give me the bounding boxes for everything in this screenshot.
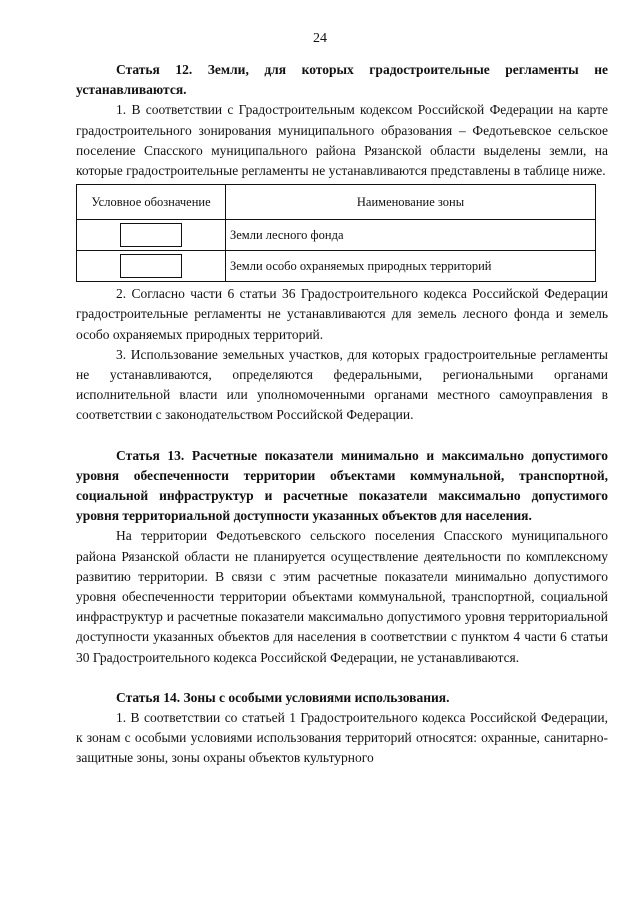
zone-name-cell: Земли особо охраняемых природных территорий xyxy=(226,251,596,282)
article-12-paragraph-3: 3. Использование земельных участков, для которых градостроительные регламенты не устанавливаются, определяются федеральными, региональными органами исполнительной власти или уполномоченными органами местного самоуправления в соответствии с законодательством Российской Федерации. xyxy=(76,346,608,423)
article-14-paragraph-1: 1. В соответствии со статьей 1 Градостроительного кодекса Российской Федерации, к зонам с особыми условиями использования территорий относятся: охранные, санитарно-защитные зоны, зоны охраны объектов культурного xyxy=(76,710,608,766)
article-12-paragraph-1: 1. В соответствии с Градостроительным кодексом Российской Федерации на карте градостроительного зонирования муниципального образования – Федотьевское сельское поселение Спасского муниципального района Рязанской области выделены земли, на которые градостроительные регламенты не устанавливаются представлены в таблице ниже. xyxy=(76,102,608,179)
table-row xyxy=(77,220,596,251)
article-14-heading: Статья 14. Зоны с особыми условиями использования. xyxy=(116,689,450,705)
table-row xyxy=(77,251,596,282)
protected-areas-legend-box xyxy=(120,254,182,278)
zones-table-header-name: Наименование зоны xyxy=(226,185,596,220)
forest-fund-legend-box xyxy=(120,223,182,247)
article-12-paragraph-2: 2. Согласно части 6 статьи 36 Градостроительного кодекса Российской Федерации градостроительные регламенты не устанавливаются для земель лесного фонда и земель особо охраняемых природных территорий. xyxy=(76,286,608,342)
page-number: 24 xyxy=(313,31,327,46)
zones-table xyxy=(76,184,596,282)
section-gap xyxy=(76,426,608,446)
section-gap xyxy=(76,668,608,688)
zones-table-header-symbol: Условное обозначение xyxy=(77,185,226,220)
zone-symbol-cell xyxy=(77,220,226,251)
zones-table-header-row xyxy=(77,185,596,220)
document-body xyxy=(76,60,608,769)
article-12-heading: Статья 12. Земли, для которых градостроительные регламенты не устанавливаются. xyxy=(76,62,608,98)
zone-name-cell: Земли лесного фонда xyxy=(226,220,596,251)
zone-symbol-cell xyxy=(77,251,226,282)
article-13-heading: Статья 13. Расчетные показатели минимально и максимально допустимого уровня обеспеченности территории объектами коммунальной, транспортной, социальной инфраструктур и расчетные показатели максимально допустимого уровня территориальной доступности указанных объектов для населения. xyxy=(76,447,608,524)
article-13-paragraph-1: На территории Федотьевского сельского поселения Спасского муниципального района Рязанской области не планируется осуществление деятельности по комплексному развитию территории. В связи с этим расчетные показатели минимально допустимого уровня обеспеченности территории объектами коммунальной, транспортной, социальной инфраструктур и расчетные показатели максимально допустимого уровня территориальной доступности указанных объектов для населения в соответствии с пунктом 4 части 6 статьи 30 Градостроительного кодекса Российской Федерации, не устанавливаются. xyxy=(76,528,608,665)
